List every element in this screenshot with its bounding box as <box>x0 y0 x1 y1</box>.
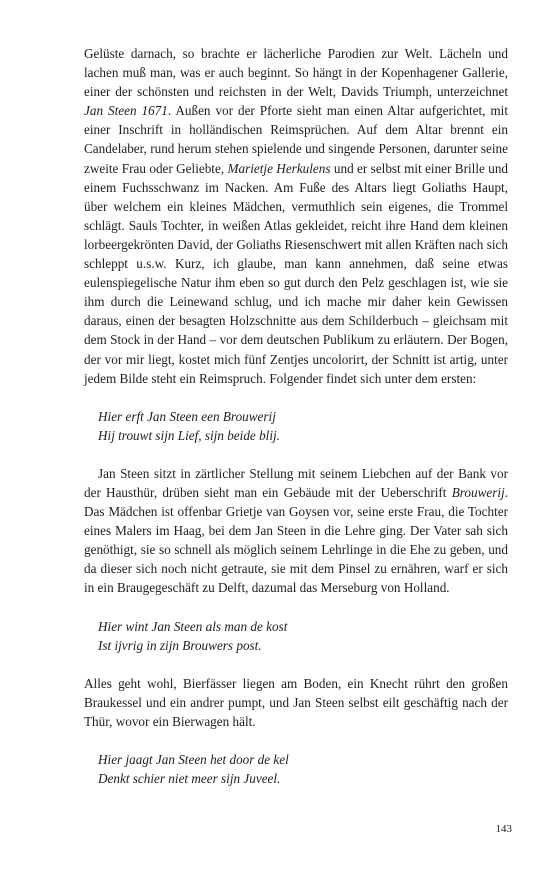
verse-2 <box>84 617 508 655</box>
verse-3-line-2: Denkt schier niet meer sijn Juveel. <box>98 771 281 787</box>
name-italic: Marietje Herkulens <box>227 160 331 176</box>
spacer <box>84 731 508 750</box>
spacer <box>84 445 508 464</box>
spacer <box>84 598 508 617</box>
verse-1-line-1: Hier erft Jan Steen een Brouwerij <box>98 408 276 424</box>
paragraph-1-text-c: und er selbst mit einer Brille und einem Fuchsschwanz im Nacken. Am Fuße des Altars liegt Goliaths Haupt, über welchem ein kleines Mädchen, vermuthlich sein eigenes, die Trommel schlägt. Sauls Tochter, in weißen Atlas gekleidet, reicht ihre Hand dem kleinen lorbeergekrönten David, der Goliaths Riesenschwert mit allen Kräften nach sich schleppt u.s.w. Kurz, ich glaube, man kann annehmen, daß seine etwas eulenspiegelische Natur ihm eben so gut durch den Pelz geschlagen ist, wie sie ihm durch die Leinewand schlug, und ich mache mir daher kein Gewissen daraus, einen der besagten Holzschnitte aus dem Schilderbuch – gleichsam mit dem Stock in der Hand – vor dem deutschen Publikum zu erläutern. Der Bogen, der vor mir liegt, kostet mich fünf Zentjes uncolorirt, der Schnitt ist artig, unter jedem Bilde steht ein Reimspruch. Folgender findet sich unter dem ersten: <box>84 160 509 386</box>
paragraph-2-text-b: . Das Mädchen ist offenbar Grietje van Goysen vor, seine erste Frau, die Tochter eines Malers im Haag, bei dem Jan Steen in die Lehre ging. Der Vater sah sich genöthigt, sie so schnell als möglich seinem Lehrlinge in die Ehe zu geben, und da dieser sich noch nicht getraute, sie mit dem Pinsel zu ernähren, warf er sich in ein Braugegeschäft zu Delft, dazumal das Merseburg von Holland. <box>84 484 508 596</box>
verse-1-line-2: Hij trouwt sijn Lief, sijn beide blij. <box>98 427 280 443</box>
verse-3-line-1: Hier jaagt Jan Steen het door de kel <box>98 752 289 767</box>
verse-3 <box>84 750 508 788</box>
spacer <box>84 655 508 674</box>
paragraph-2 <box>84 464 508 598</box>
spacer <box>84 388 508 407</box>
signature-italic: Jan Steen 1671 <box>84 103 168 119</box>
body-text <box>84 44 508 788</box>
brouwerij-italic: Brouwerij <box>451 484 505 500</box>
verse-2-line-2: Ist ijvrig in zijn Brouwers post. <box>98 637 262 653</box>
verse-2-line-1: Hier wint Jan Steen als man de kost <box>98 618 288 634</box>
page-number: 143 <box>495 823 512 835</box>
paragraph-2-text-a: Jan Steen sitzt in zärtlicher Stellung mit seinem Liebchen auf der Bank vor der Hausthür, drüben sieht man ein Gebäude mit der Ueberschrift <box>84 465 508 500</box>
verse-1 <box>84 407 508 445</box>
paragraph-3: Alles geht wohl, Bierfässer liegen am Boden, ein Knecht rührt den großen Braukessel und ein andrer pumpt, und Jan Steen selbst eilt geschäftig nach der Thür, wovor ein Bierwagen hält. <box>84 675 508 729</box>
paragraph-1-text-a: Gelüste darnach, so brachte er lächerliche Parodien zur Welt. Lächeln und lachen muß man, was er auch beginnt. So hängt in der Kopenhagener Gallerie, einer der schönsten und reichsten in der Welt, Davids Triumph, unterzeichnet <box>84 46 508 100</box>
paragraph-1-text-b: . Außen vor der Pforte sieht man einen Altar aufgerichtet, mit einer Inschrift in holländischen Reimsprüchen. Auf dem Altar brennt ein Candelaber, rund herum stehen spielende und singende Personen, darunter seine zweite Frau oder Geliebte, <box>84 103 508 176</box>
paragraph-1 <box>84 44 508 388</box>
